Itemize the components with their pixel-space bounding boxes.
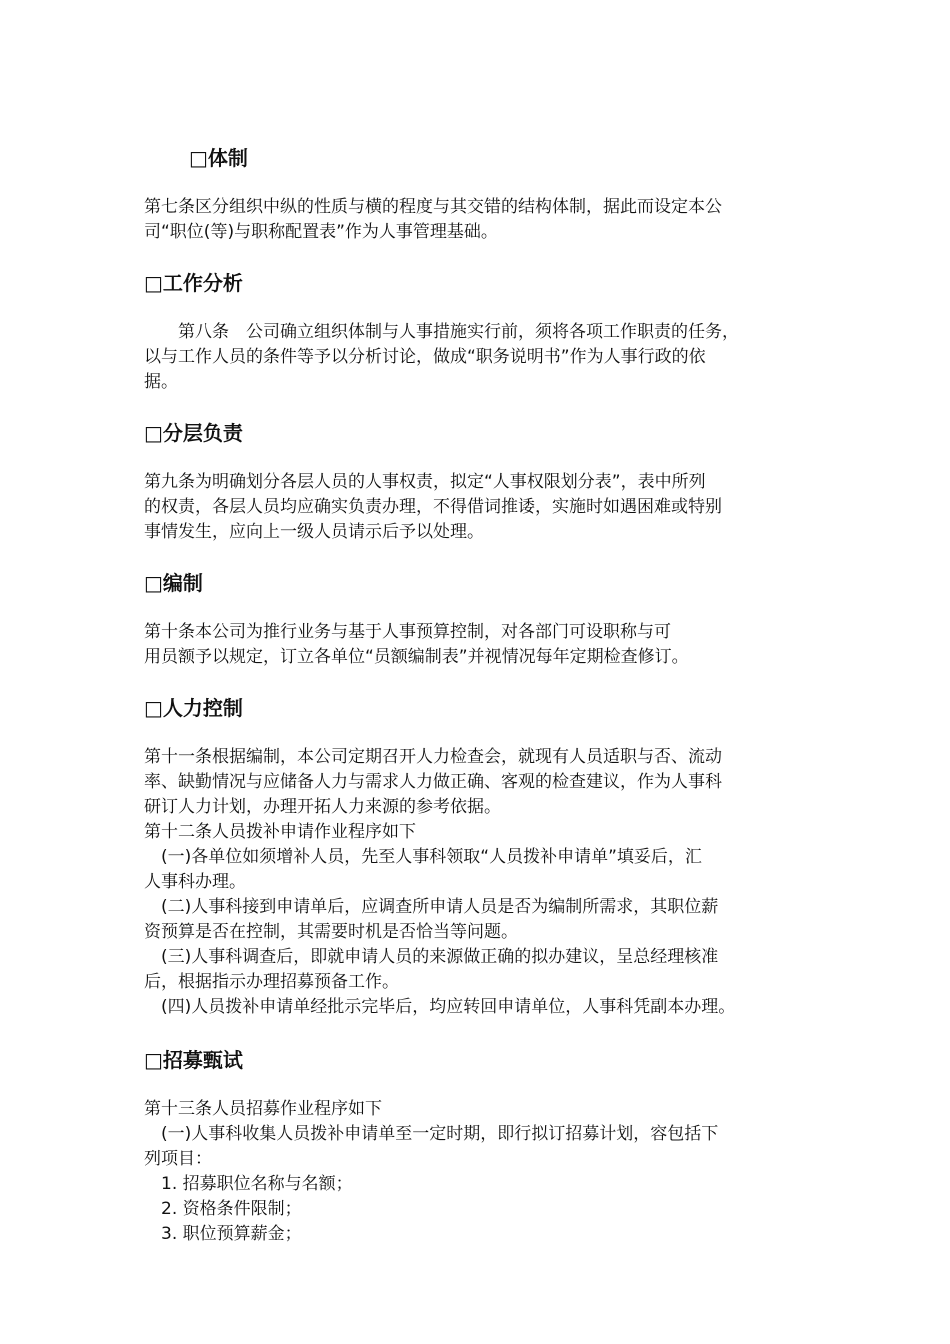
text-line: 司“职位(等)与职称配置表”作为人事管理基础。 — [144, 222, 498, 242]
text-line: 率、缺勤情况与应储备人力与需求人力做正确、客观的检查建议，作为人事科 — [144, 772, 722, 792]
text-line: 以与工作人员的条件等予以分析讨论，做成“职务说明书”作为人事行政的依 — [144, 347, 706, 367]
paragraph-article-13 — [144, 1097, 824, 1247]
text-line: 第十二条人员拨补申请作业程序如下 — [144, 822, 416, 842]
paragraph-article-9 — [144, 470, 824, 545]
text-line: 第七条区分组织中纵的性质与横的程度与其交错的结构体制，据此而设定本公 — [144, 197, 722, 217]
paragraph-article-10 — [144, 620, 824, 670]
text-line: 用员额予以规定，订立各单位“员额编制表”并视情况每年定期检查修订。 — [144, 647, 689, 667]
text-line: 人事科办理。 — [144, 872, 246, 892]
text-line: 3. 职位预算薪金； — [144, 1224, 302, 1244]
text-line: (一)人事科收集人员拨补申请单至一定时期，即行拟订招募计划，容包括下 — [144, 1124, 719, 1144]
text-line: 据。 — [144, 372, 178, 392]
text-line: 2. 资格条件限制； — [144, 1199, 302, 1219]
text-line: (四)人员拨补申请单经批示完毕后，均应转回申请单位，人事科凭副本办理。 — [144, 997, 736, 1017]
text-line: 事情发生，应向上一级人员请示后予以处理。 — [144, 522, 484, 542]
text-line: 的权责，各层人员均应确实负责办理，不得借词推诿，实施时如遇困难或特别 — [144, 497, 722, 517]
section-heading-recruitment: □招募甄试 — [144, 1048, 243, 1072]
text-line: 列项目： — [144, 1149, 212, 1169]
section-heading-staffing: □编制 — [144, 571, 203, 595]
section-heading-job-analysis: □工作分析 — [144, 271, 243, 295]
text-line: (一)各单位如须增补人员，先至人事科领取“人员拨补申请单”填妥后，汇 — [144, 847, 702, 867]
text-line: 资预算是否在控制，其需要时机是否恰当等问题。 — [144, 922, 518, 942]
paragraph-article-11-12 — [144, 745, 824, 1020]
section-heading-tizhi: □体制 — [189, 146, 248, 170]
text-line: (三)人事科调查后，即就申请人员的来源做正确的拟办建议，呈总经理核准 — [144, 947, 719, 967]
paragraph-article-7 — [144, 195, 824, 245]
text-line: 1. 招募职位名称与名额； — [144, 1174, 353, 1194]
text-line: 第八条 公司确立组织体制与人事措施实行前，须将各项工作职责的任务， — [144, 322, 739, 342]
section-heading-manpower-control: □人力控制 — [144, 696, 243, 720]
text-line: (二)人事科接到申请单后，应调查所申请人员是否为编制所需求，其职位薪 — [144, 897, 719, 917]
text-line: 第十一条根据编制，本公司定期召开人力检查会，就现有人员适职与否、流动 — [144, 747, 722, 767]
text-line: 第九条为明确划分各层人员的人事权责，拟定“人事权限划分表”，表中所列 — [144, 472, 706, 492]
paragraph-article-8 — [144, 320, 824, 395]
text-line: 第十条本公司为推行业务与基于人事预算控制，对各部门可设职称与可 — [144, 622, 671, 642]
section-heading-layered-responsibility: □分层负责 — [144, 421, 243, 445]
text-line: 研订人力计划，办理开拓人力来源的参考依据。 — [144, 797, 501, 817]
text-line: 后，根据指示办理招募预备工作。 — [144, 972, 399, 992]
text-line: 第十三条人员招募作业程序如下 — [144, 1099, 382, 1119]
